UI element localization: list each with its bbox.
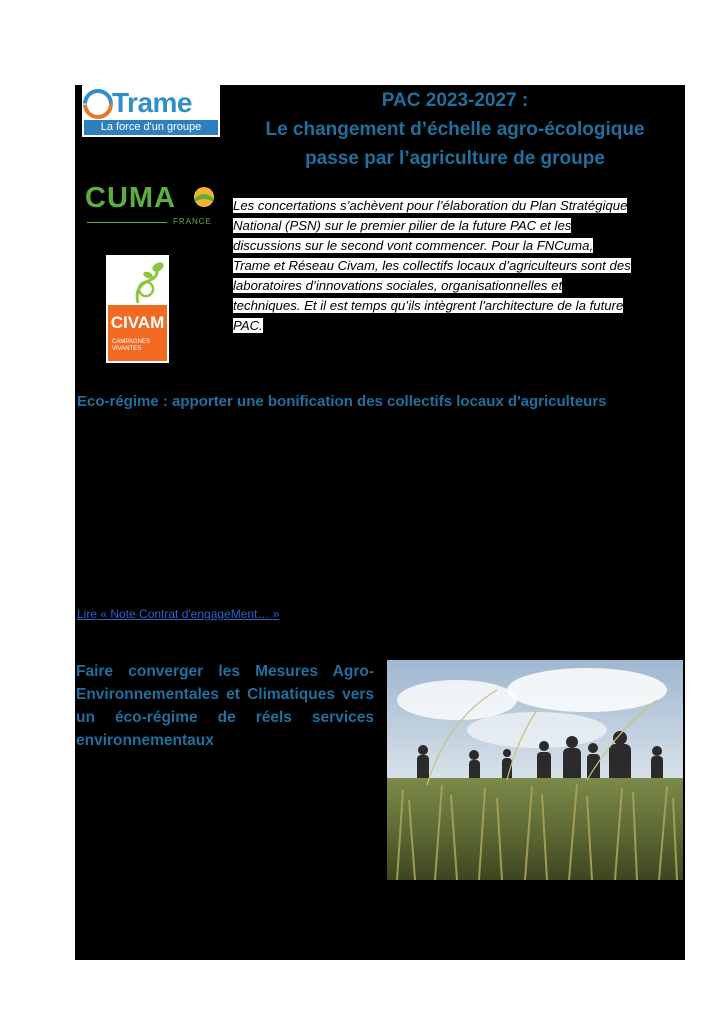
intro-line: Trame et Réseau Civam, les collectifs locaux d’agriculteurs sont des bbox=[233, 258, 631, 273]
civam-logo bbox=[106, 255, 169, 363]
section-heading-maec: Faire converger les Mesures Agro-Environnementales et Climatiques vers un éco-régime de réels services environnementaux bbox=[76, 663, 374, 749]
intro-line: Les concertations s’achèvent pour l’élaboration du Plan Stratégique bbox=[233, 198, 628, 213]
title-line-2: Le changement d’échelle agro-écologique bbox=[265, 119, 645, 140]
title-line-3: passe par l’agriculture de groupe bbox=[305, 148, 605, 169]
trame-name: Trame bbox=[112, 87, 192, 118]
intro-line: techniques. Et il est temps qu’ils intègrent l'architecture de la future bbox=[233, 298, 624, 313]
intro-line: PAC. bbox=[233, 318, 263, 333]
cuma-logo bbox=[85, 180, 220, 230]
trame-swirl-icon bbox=[82, 87, 114, 121]
note-contrat-link[interactable]: Lire « Note Contrat d'engageMent… » bbox=[77, 607, 280, 621]
cuma-divider bbox=[87, 222, 167, 223]
cuma-globe-icon bbox=[193, 186, 215, 208]
intro-paragraph bbox=[233, 196, 678, 336]
section-heading-eco-regime: Eco-régime : apporter une bonification des collectifs locaux d'agriculteurs bbox=[77, 393, 607, 410]
title-line-1: PAC 2023-2027 : bbox=[381, 90, 529, 111]
civam-sub-line-1: CAMPAGNES bbox=[112, 339, 150, 345]
cuma-name: CUMA bbox=[85, 182, 176, 214]
civam-sub-line-2: VIVANTES bbox=[112, 346, 142, 352]
intro-line: discussions sur le second vont commencer. Pour la FNCuma, bbox=[233, 238, 594, 253]
intro-line: laboratoires d’innovations sociales, organisationnelles et bbox=[233, 278, 563, 293]
photo-illustration bbox=[387, 660, 683, 880]
trame-tagline: La force d'un groupe bbox=[84, 120, 218, 135]
civam-sub bbox=[112, 339, 150, 353]
civam-sprout-icon bbox=[108, 259, 167, 305]
trame-logo bbox=[82, 85, 220, 137]
page-title bbox=[235, 86, 675, 173]
civam-orange-block bbox=[108, 305, 167, 361]
cuma-sub: FRANCE bbox=[173, 217, 212, 226]
intro-line: National (PSN) sur le premier pilier de la future PAC et les bbox=[233, 218, 572, 233]
civam-name: CIVAM bbox=[110, 313, 165, 332]
wheat-field-group-photo bbox=[387, 660, 683, 880]
